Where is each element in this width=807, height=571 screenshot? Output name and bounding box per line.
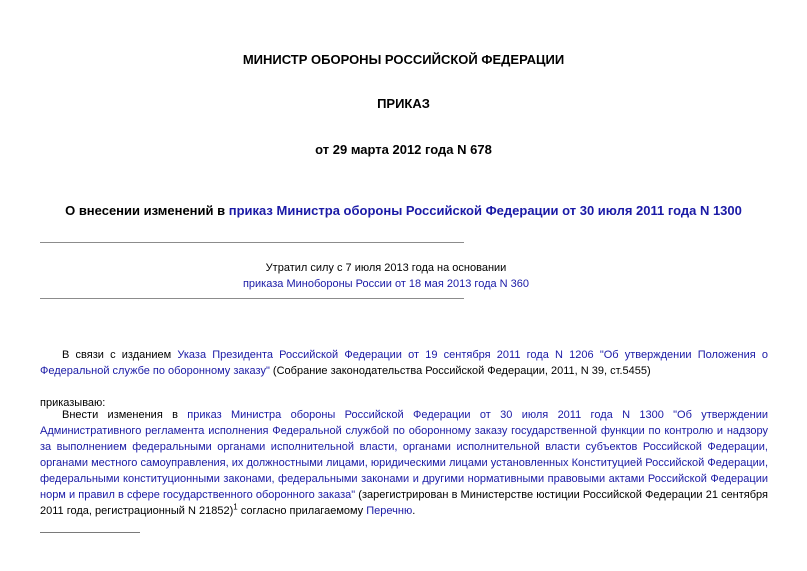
issuing-authority: МИНИСТР ОБОРОНЫ РОССИЙСКОЙ ФЕДЕРАЦИИ [242,52,565,67]
footnote-mark[interactable]: 1 [233,502,238,512]
body-link-order-1300[interactable]: приказ Министра обороны Российской Федерации от 30 июля 2011 года N 1300 "Об утверждении Административного регламента исполнения Федеральной службой по оборонному заказу государственной функции по контролю и надзору за выполнением федеральными органами исполнительной власти, органами исполнительной власти субъектов Российской Федерации, органами местного самоуправления, их должностными лицами, юридическими лицами установленных Конституцией Российской Федерации, федеральными конституционными законами, федеральными законами и другими нормативными правовыми актами Российской Федерации норм и правил в сфере государственного оборонного заказа" [40,409,768,501]
body-prefix: Внести изменения в [62,409,188,421]
status-bottom-rule [40,298,464,299]
body-link-list[interactable]: Перечню [366,505,413,517]
orders-word: приказываю: [40,397,106,409]
document-date-number: от 29 марта 2012 года N 678 [315,142,492,157]
document-type: ПРИКАЗ [377,96,430,111]
status-top-rule [40,242,464,243]
status-note-link-line [40,276,732,292]
preamble-paragraph [40,347,768,379]
body-after-footnote: согласно прилагаемому [237,505,367,517]
preamble-suffix: (Собрание законодательства Российской Федерации, 2011, N 39, ст.5455) [269,365,651,377]
footnote-separator [40,532,140,533]
body-paragraph [40,407,768,519]
subject-prefix: О внесении изменений в [65,203,229,218]
status-note-link-order-360[interactable]: приказа Минобороны России от 18 мая 2013 года N 360 [242,278,530,290]
document-subject [0,203,807,219]
preamble-link-decree-1206[interactable]: Указа Президента Российской Федерации от 19 сентября 2011 года N 1206 "Об утверждении Положения о Федеральной службе по оборонному заказу" [40,349,768,377]
body-end: . [412,505,416,517]
preamble-prefix: В связи с изданием [62,349,178,361]
status-note-line: Утратил силу с 7 июля 2013 года на основании [265,262,507,274]
subject-link-order-1300[interactable]: приказ Министра обороны Российской Федерации от 30 июля 2011 года N 1300 [228,203,742,218]
body-middle: (зарегистрирован в Министерстве юстиции Российской Федерации 21 сентября 2011 года, регистрационный N 21852) [40,489,769,517]
